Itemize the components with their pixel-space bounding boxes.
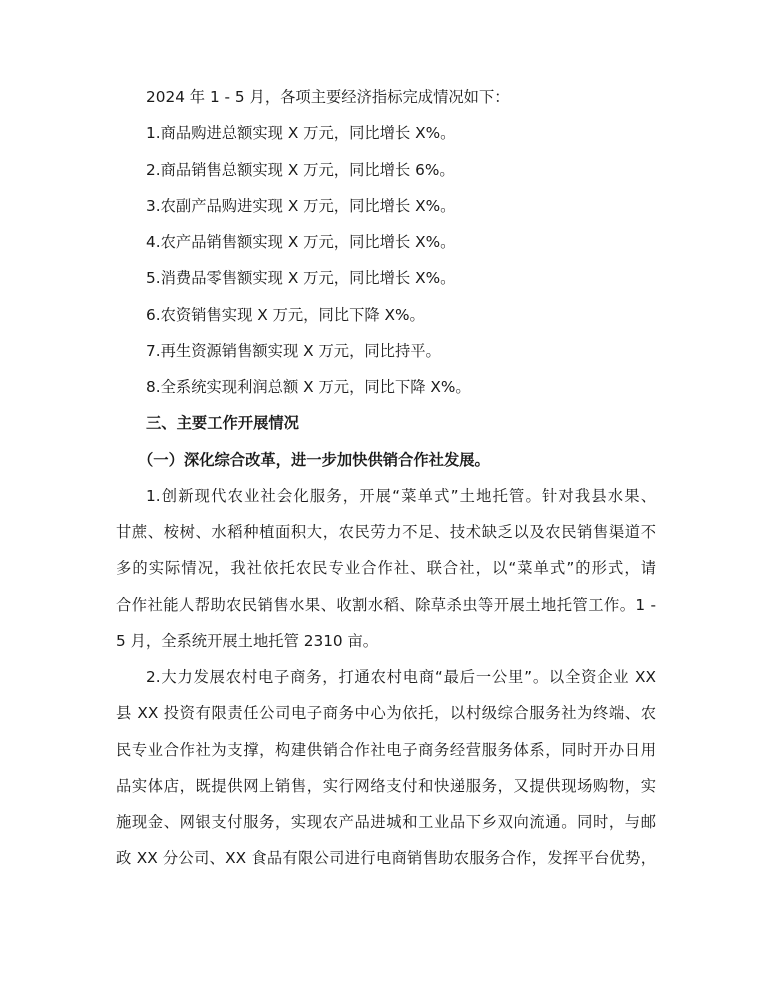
paragraph-line: 甘蔗、桉树、水稻种植面积大，农民劳力不足、技术缺乏以及农民销售渠道不 xyxy=(116,523,656,541)
indicator-item: 6.农资销售实现 X 万元，同比下降 X%。 xyxy=(146,305,425,324)
indicator-item: 3.农副产品购进实现 X 万元，同比增长 X%。 xyxy=(146,196,456,215)
paragraph-line: 政 XX 分公司、XX 食品有限公司进行电商销售助农服务合作，发挥平台优势， xyxy=(116,849,656,868)
paragraph-line: 品实体店，既提供网上销售，实行网络支付和快递服务，又提供现场购物，实 xyxy=(116,776,656,795)
paragraph-land-trusteeship xyxy=(116,478,656,659)
paragraph-line: 1.创新现代农业社会化服务，开展“菜单式”土地托管。针对我县水果、 xyxy=(146,486,656,505)
paragraph-line: 县 XX 投资有限责任公司电子商务中心为依托，以村级综合服务社为终端、农 xyxy=(116,704,656,723)
indicator-item: 4.农产品销售额实现 X 万元，同比增长 X%。 xyxy=(146,233,456,251)
subsection-heading: （一）深化综合改革，进一步加快供销合作社发展。 xyxy=(138,450,490,469)
document-page xyxy=(116,79,656,877)
indicator-item: 1.商品购进总额实现 X 万元，同比增长 X%。 xyxy=(146,124,456,143)
paragraph-line: 合作社能人帮助农民销售水果、收割水稻、除草杀虫等开展土地托管工作。1 - xyxy=(116,595,656,614)
paragraph-line: 施现金、网银支付服务，实现农产品进城和工业品下乡双向流通。同时，与邮 xyxy=(116,813,656,831)
paragraph-line: 5 月，全系统开展土地托管 2310 亩。 xyxy=(116,631,379,650)
intro-line: 2024 年 1 - 5 月，各项主要经济指标完成情况如下： xyxy=(146,88,510,106)
indicator-item: 8.全系统实现利润总额 X 万元，同比下降 X%。 xyxy=(146,378,471,396)
indicator-item: 7.再生资源销售额实现 X 万元，同比持平。 xyxy=(146,341,441,360)
paragraph-line: 民专业合作社为支撑，构建供销合作社电子商务经营服务体系，同时开办日用 xyxy=(116,740,656,759)
paragraph-line: 多的实际情况，我社依托农民专业合作社、联合社，以“菜单式”的形式，请 xyxy=(116,559,656,578)
section-heading: 三、主要工作开展情况 xyxy=(146,414,299,433)
indicator-item: 5.消费品零售额实现 X 万元，同比增长 X%。 xyxy=(146,269,456,288)
paragraph-line: 2.大力发展农村电子商务，打通农村电商“最后一公里”。以全资企业 XX xyxy=(146,668,656,686)
paragraph-ecommerce xyxy=(116,659,656,877)
indicator-item: 2.商品销售总额实现 X 万元，同比增长 6%。 xyxy=(146,160,455,179)
